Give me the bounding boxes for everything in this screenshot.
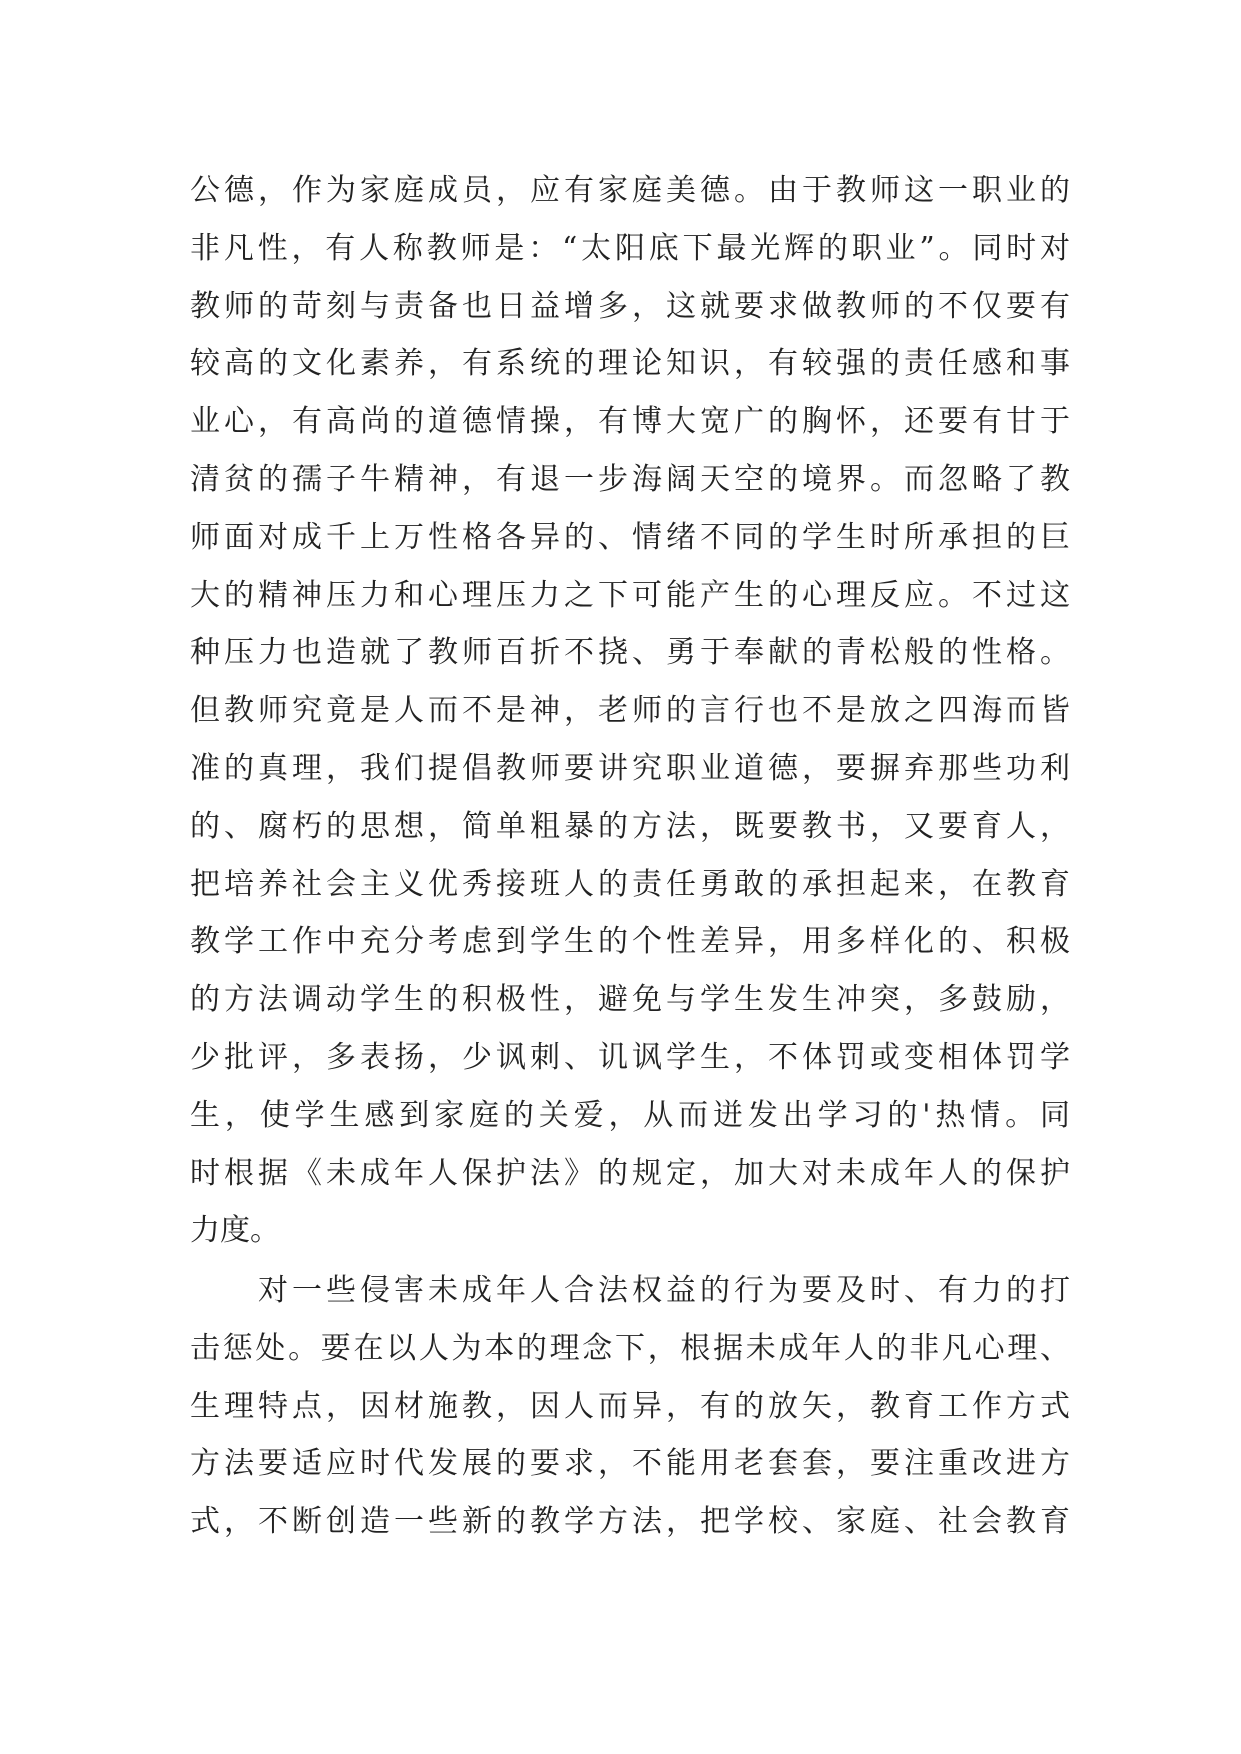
text-line: 对一些侵害未成年人合法权益的行为要及时、有力的打 (258, 1273, 1070, 1308)
text-line: 击惩处。要在以人为本的理念下，根据未成年人的非凡心理、 (190, 1330, 1070, 1366)
text-line: 清贫的孺子牛精神，有退一步海阔天空的境界。而忽略了教 (190, 461, 1070, 497)
text-line: 力度。 (190, 1213, 280, 1249)
paragraph-2 (190, 1262, 1070, 1551)
text-line: 业心，有高尚的道德情操，有博大宽广的胸怀，还要有甘于 (190, 404, 1070, 440)
text-line: 公德，作为家庭成员，应有家庭美德。由于教师这一职业的 (190, 173, 1070, 208)
text-line: 时根据《未成年人保护法》的规定，加大对未成年人的保护 (190, 1155, 1070, 1191)
text-line: 师面对成千上万性格各异的、情绪不同的学生时所承担的巨 (190, 519, 1070, 555)
text-line: 准的真理，我们提倡教师要讲究职业道德，要摒弃那些功利 (190, 750, 1070, 786)
text-line: 但教师究竟是人而不是神，老师的言行也不是放之四海而皆 (190, 693, 1070, 729)
text-line: 教学工作中充分考虑到学生的个性差异，用多样化的、积极 (190, 924, 1070, 960)
text-line: 大的精神压力和心理压力之下可能产生的心理反应。不过这 (190, 577, 1070, 613)
text-line: 非凡性，有人称教师是：“太阳底下最光辉的职业”。同时对 (190, 230, 1070, 266)
text-line: 把培养社会主义优秀接班人的责任勇敢的承担起来，在教育 (190, 866, 1070, 902)
text-line: 的、腐朽的思想，简单粗暴的方法，既要教书，又要育人， (190, 808, 1070, 844)
paragraph-1 (190, 162, 1070, 1260)
text-line: 教师的苛刻与责备也日益增多，这就要求做教师的不仅要有 (190, 288, 1070, 324)
text-line: 方法要适应时代发展的要求，不能用老套套，要注重改进方 (190, 1446, 1070, 1482)
text-line: 的方法调动学生的积极性，避免与学生发生冲突，多鼓励， (190, 982, 1070, 1018)
text-line: 生，使学生感到家庭的关爱，从而迸发出学习的'热情。同 (190, 1097, 1070, 1133)
text-line: 生理特点，因材施教，因人而异，有的放矢，教育工作方式 (190, 1388, 1070, 1424)
text-line: 种压力也造就了教师百折不挠、勇于奉献的青松般的性格。 (190, 635, 1070, 671)
text-line: 式，不断创造一些新的教学方法，把学校、家庭、社会教育 (190, 1504, 1070, 1540)
text-line: 较高的文化素养，有系统的理论知识，有较强的责任感和事 (190, 346, 1070, 382)
text-line: 少批评，多表扬，少讽刺、讥讽学生，不体罚或变相体罚学 (190, 1039, 1070, 1075)
